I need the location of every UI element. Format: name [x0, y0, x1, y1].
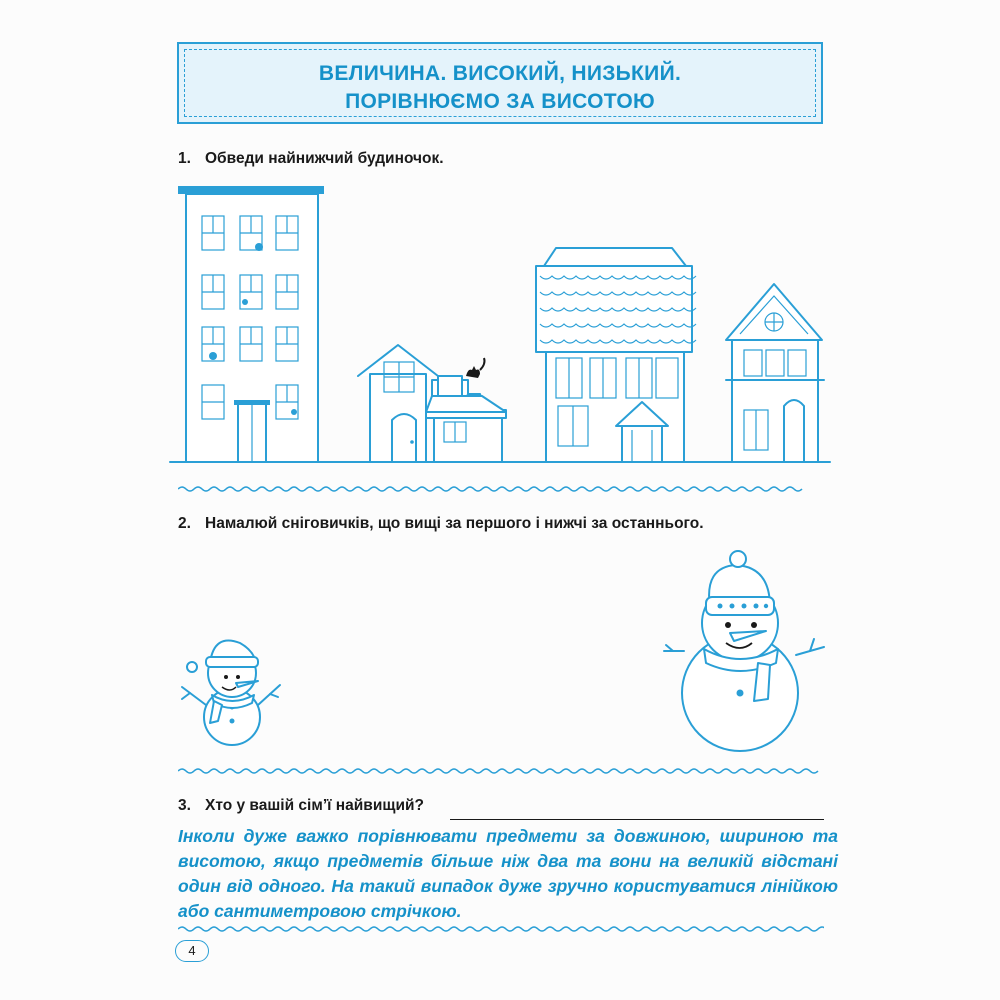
task-2-text: Намалюй сніговичків, що вищі за першого і нижчі за останнього. — [205, 515, 704, 532]
task-2 — [178, 515, 704, 533]
page-title-line-2: ПОРІВНЮЄМО ЗА ВИСОТОЮ — [345, 90, 655, 113]
task-1 — [178, 150, 444, 168]
divider-wavy-1 — [178, 484, 824, 494]
task-1-number: 1. — [178, 150, 191, 167]
house-small-with-cat[interactable] — [358, 345, 506, 462]
page-title-line-1: ВЕЛИЧИНА. ВИСОКИЙ, НИЗЬКИЙ. — [318, 62, 682, 85]
title-banner — [177, 42, 823, 124]
houses-illustration — [170, 180, 830, 470]
house-gabled[interactable] — [726, 284, 824, 462]
task-2-number: 2. — [178, 515, 191, 532]
snowman-big — [664, 551, 824, 751]
task-3 — [178, 797, 424, 815]
task-3-text: Хто у вашій сім’ї найвищий? — [205, 797, 424, 814]
house-scalloped-roof[interactable] — [536, 248, 696, 462]
page-number: 4 — [175, 940, 209, 962]
snowmen-illustration — [170, 545, 830, 755]
answer-line[interactable] — [450, 819, 824, 820]
task-3-number: 3. — [178, 797, 191, 814]
tip-paragraph: Інколи дуже важко порівнювати предмети за довжиною, шириною та висотою, якщо предметів більше ніж два та вони на великій відстані один від одного. На такий випадок дуже зручно користуватися лінійкою або сантиметровою стрічкою. — [178, 826, 838, 921]
snowman-small — [182, 641, 280, 746]
task-1-text: Обведи найнижчий будиночок. — [205, 150, 444, 167]
divider-wavy-2 — [178, 766, 824, 776]
divider-wavy-3 — [178, 924, 824, 934]
house-apartment-building[interactable] — [178, 186, 324, 462]
